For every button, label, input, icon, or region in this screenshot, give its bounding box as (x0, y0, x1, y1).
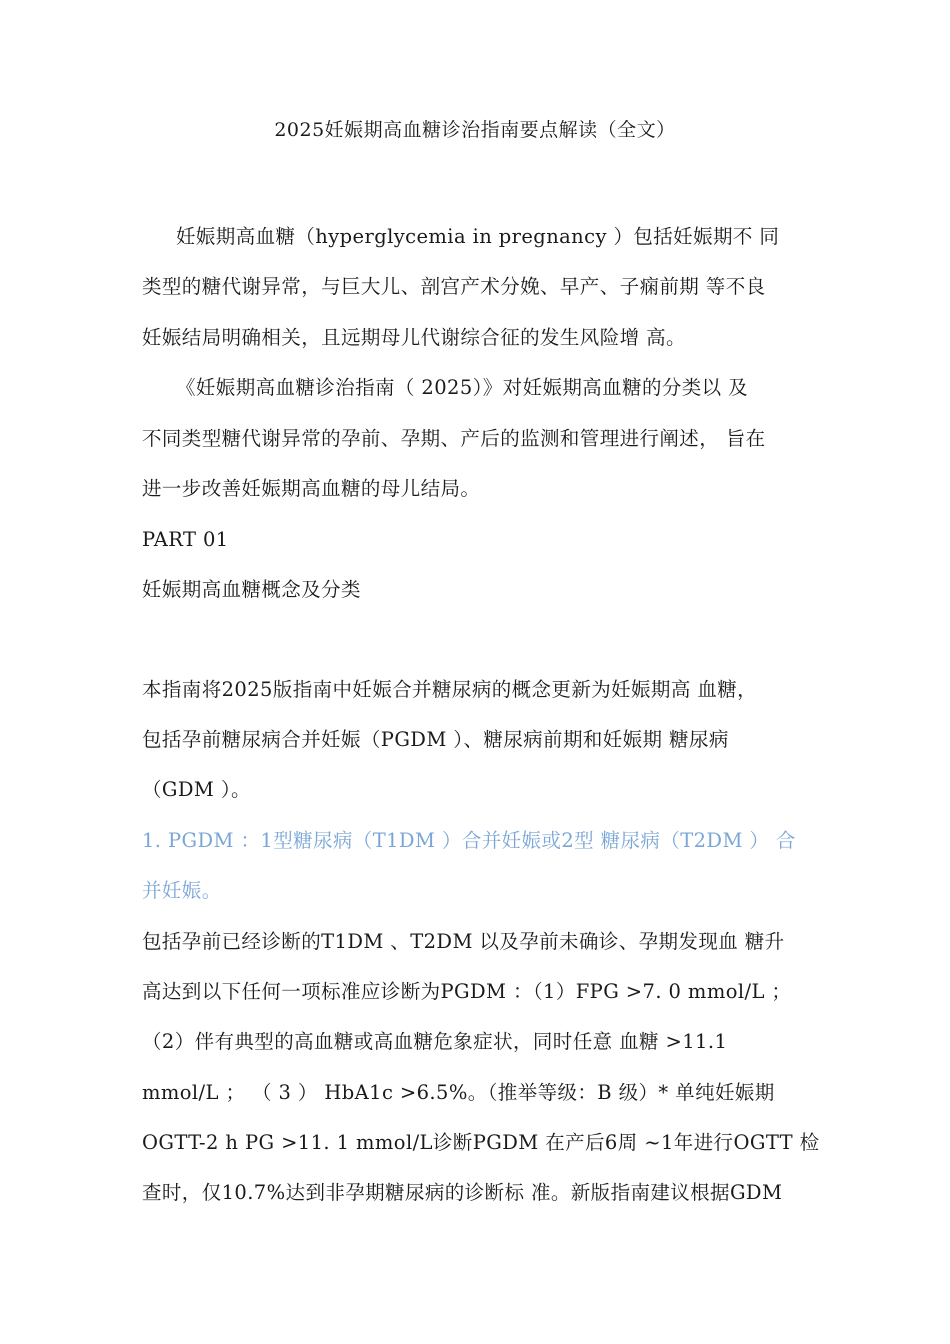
section-heading: 妊娠期高血糖概念及分类 (142, 578, 361, 601)
paragraph-line: 包括孕前已经诊断的T1DM 、T2DM 以及孕前未确诊、孕期发现血 糖升 (142, 930, 785, 953)
paragraph-line: 高达到以下任何一项标准应诊断为PGDM ：（1）FPG >7. 0 mmol/L ； (142, 980, 792, 1003)
paragraph-line: 包括孕前糖尿病合并妊娠（PGDM ）、糖尿病前期和妊娠期 糖尿病 (142, 728, 729, 751)
paragraph-line: （GDM ）。 (142, 778, 251, 801)
paragraph-line: （2）伴有典型的高血糖或高血糖危象症状，同时任意 血糖 >11.1 (142, 1030, 728, 1053)
paragraph-line: OGTT-2 h PG >11. 1 mmol/L诊断PGDM 在产后6周 ~1年进行OGTT 检 (142, 1131, 820, 1154)
section-label: PART 01 (142, 528, 229, 551)
document-title: 2025妊娠期高血糖诊治指南要点解读（全文） (274, 119, 676, 141)
paragraph-line: 妊娠期高血糖（hyperglycemia in pregnancy ）包括妊娠期不 同 (176, 225, 780, 248)
paragraph-line: 不同类型糖代谢异常的孕前、孕期、产后的监测和管理进行阐述， 旨在 (142, 427, 766, 450)
highlighted-line: 并妊娠。 (142, 879, 222, 902)
paragraph-line: 查时，仅10.7%达到非孕期糖尿病的诊断标 准。新版指南建议根据GDM (142, 1181, 783, 1204)
paragraph-line: 本指南将2025版指南中妊娠合并糖尿病的概念更新为妊娠期高 血糖， (142, 678, 758, 701)
highlighted-line: 1. PGDM ：1型糖尿病（T1DM ）合并妊娠或2型 糖尿病（T2DM ） 合 (142, 829, 796, 852)
paragraph-line: 进一步改善妊娠期高血糖的母儿结局。 (142, 477, 481, 500)
paragraph-line: 妊娠结局明确相关，且远期母儿代谢综合征的发生风险增 高。 (142, 326, 686, 349)
paragraph-line: 《妊娠期高血糖诊治指南（ 2025）》对妊娠期高血糖的分类以 及 (176, 376, 749, 399)
paragraph-line: 类型的糖代谢异常，与巨大儿、剖宫产术分娩、早产、子痫前期 等不良 (142, 275, 766, 298)
paragraph-line: mmol/L ； （ 3 ） HbA1c >6.5%。（推举等级：B 级）* 单纯妊娠期 (142, 1081, 775, 1104)
